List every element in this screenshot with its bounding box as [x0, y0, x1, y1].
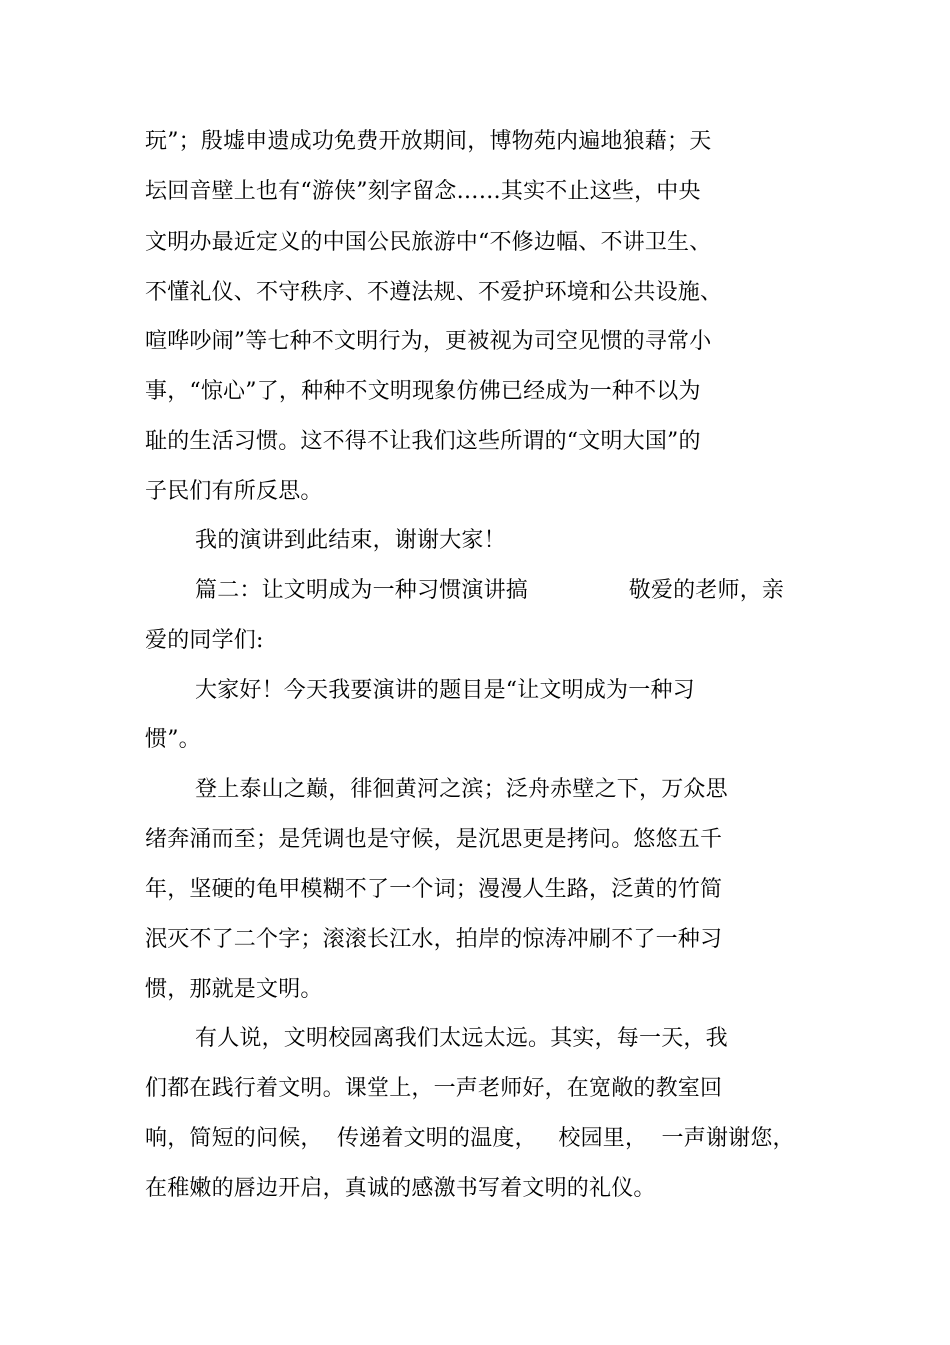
text-line: 泯灭不了二个字；滚滚长江水，拍岸的惊涛冲刷不了一种习: [145, 927, 723, 952]
text-line: 耻的生活习惯。这不得不让我们这些所谓的“文明大国”的: [145, 429, 701, 454]
paragraph-start: 登上泰山之巅，徘徊黄河之滨；泛舟赤壁之下，万众思: [195, 777, 728, 802]
closing-line: 我的演讲到此结束，谢谢大家！: [195, 528, 506, 553]
text-line: 响，简短的问候， 传递着文明的温度， 校园里， 一声谢谢您，: [145, 1126, 795, 1151]
text-line: 玩”；殷墟申遗成功免费开放期间，博物苑内遍地狼藉；天: [145, 129, 712, 154]
paragraph-start: 大家好！今天我要演讲的题目是“让文明成为一种习: [195, 678, 695, 703]
text-line: 爱的同学们:: [145, 628, 264, 653]
text-line: 惯”。: [145, 727, 201, 752]
text-line: 们都在践行着文明。课堂上，一声老师好，在宽敞的教室回: [145, 1076, 723, 1101]
text-line: 文明办最近定义的中国公民旅游中“不修边幅、不讲卫生、: [145, 230, 712, 255]
text-line: 在稚嫩的唇边开启，真诚的感激书写着文明的礼仪。: [145, 1176, 656, 1201]
text-line: 子民们有所反思。: [145, 479, 323, 504]
text-line: 年，坚硬的龟甲模糊不了一个词；漫漫人生路，泛黄的竹简: [145, 877, 723, 902]
text-line: 绪奔涌而至；是凭调也是守候，是沉思更是拷问。悠悠五千: [145, 827, 723, 852]
paragraph-start: 有人说，文明校园离我们太远太远。其实，每一天，我: [195, 1026, 728, 1051]
text-line: 事，“惊心”了，种种不文明现象仿佛已经成为一种不以为: [145, 379, 701, 404]
text-line: 惯，那就是文明。: [145, 977, 323, 1002]
text-line: 喧哗吵闹”等七种不文明行为，更被视为司空见惯的寻常小: [145, 329, 712, 354]
text-line: 坛回音壁上也有“游侠”刻字留念……其实不止这些，中央: [145, 179, 701, 204]
text-line: 不懂礼仪、不守秩序、不遵法规、不爱护环境和公共设施、: [145, 280, 723, 305]
section-heading: 篇二：让文明成为一种习惯演讲搞 敬爱的老师，亲: [195, 578, 785, 603]
